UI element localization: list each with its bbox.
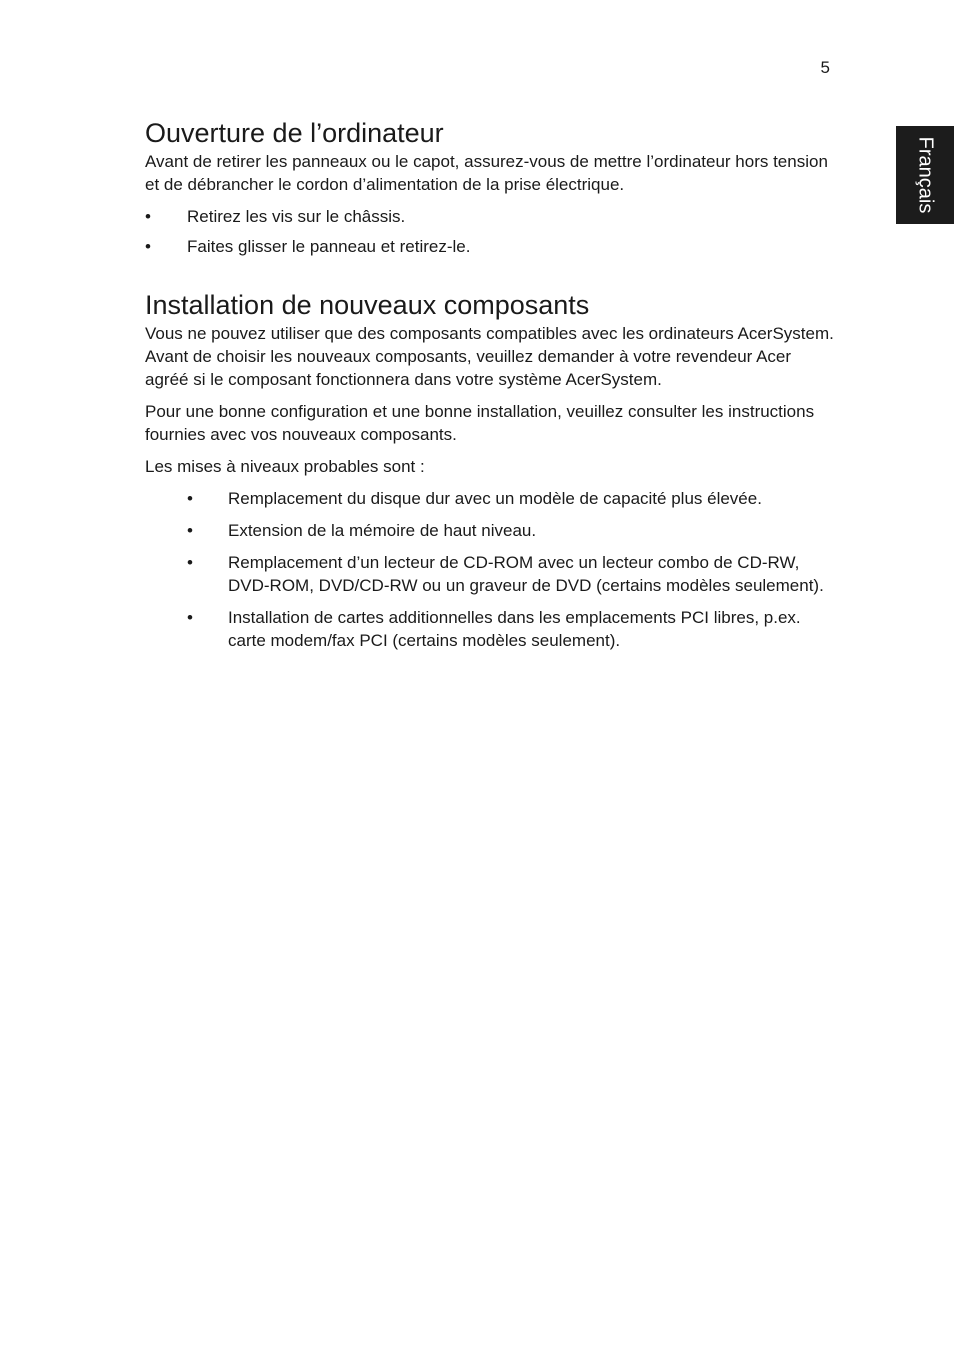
list-item-text: Extension de la mémoire de haut niveau. (228, 521, 537, 540)
paragraph-upgrades-intro: Les mises à niveaux probables sont : (145, 457, 425, 476)
bullet-icon: • (187, 489, 193, 508)
list-item (145, 205, 835, 228)
list-item (145, 606, 835, 652)
list-item-text: Faites glisser le panneau et retirez-le. (187, 237, 471, 256)
list-item-text: Retirez les vis sur le châssis. (187, 207, 406, 226)
page-content (145, 116, 835, 652)
list-item-text: Remplacement d’un lecteur de CD-ROM avec un lecteur combo de CD-RW, DVD-ROM, DVD/CD-RW ou un graveur de DVD (certains modèles seulement). (228, 553, 824, 595)
language-tab (896, 126, 954, 224)
page-number: 5 (820, 58, 830, 77)
upgrades-list (145, 487, 835, 652)
opening-steps-list (145, 205, 835, 258)
language-tab-label: Français (914, 136, 937, 214)
bullet-icon: • (187, 521, 193, 540)
section-intro-opening: Avant de retirer les panneaux ou le capot, assurez-vous de mettre l’ordinateur hors tension et de débrancher le cordon d’alimentation de la prise électrique. (145, 152, 828, 194)
list-item-text: Installation de cartes additionnelles dans les emplacements PCI libres, p.ex. carte modem/fax PCI (certains modèles seulement). (228, 608, 801, 650)
list-item-text: Remplacement du disque dur avec un modèle de capacité plus élevée. (228, 489, 762, 508)
bullet-icon: • (187, 608, 193, 627)
paragraph-configuration: Pour une bonne configuration et une bonne installation, veuillez consulter les instructions fournies avec vos nouveaux composants. (145, 402, 815, 444)
list-item (145, 551, 835, 597)
section-heading-installation: Installation de nouveaux composants (145, 290, 590, 320)
section-heading-opening: Ouverture de l’ordinateur (145, 118, 444, 148)
bullet-icon: • (187, 553, 193, 572)
list-item (145, 519, 835, 542)
list-item (145, 487, 835, 510)
list-item (145, 235, 835, 258)
bullet-icon: • (145, 237, 151, 256)
paragraph-compatibility: Vous ne pouvez utiliser que des composants compatibles avec les ordinateurs AcerSystem. Avant de choisir les nouveaux composants, veuillez demander à votre revendeur Acer agréé si le composant fonctionnera dans votre système AcerSystem. (145, 324, 834, 389)
bullet-icon: • (145, 207, 151, 226)
